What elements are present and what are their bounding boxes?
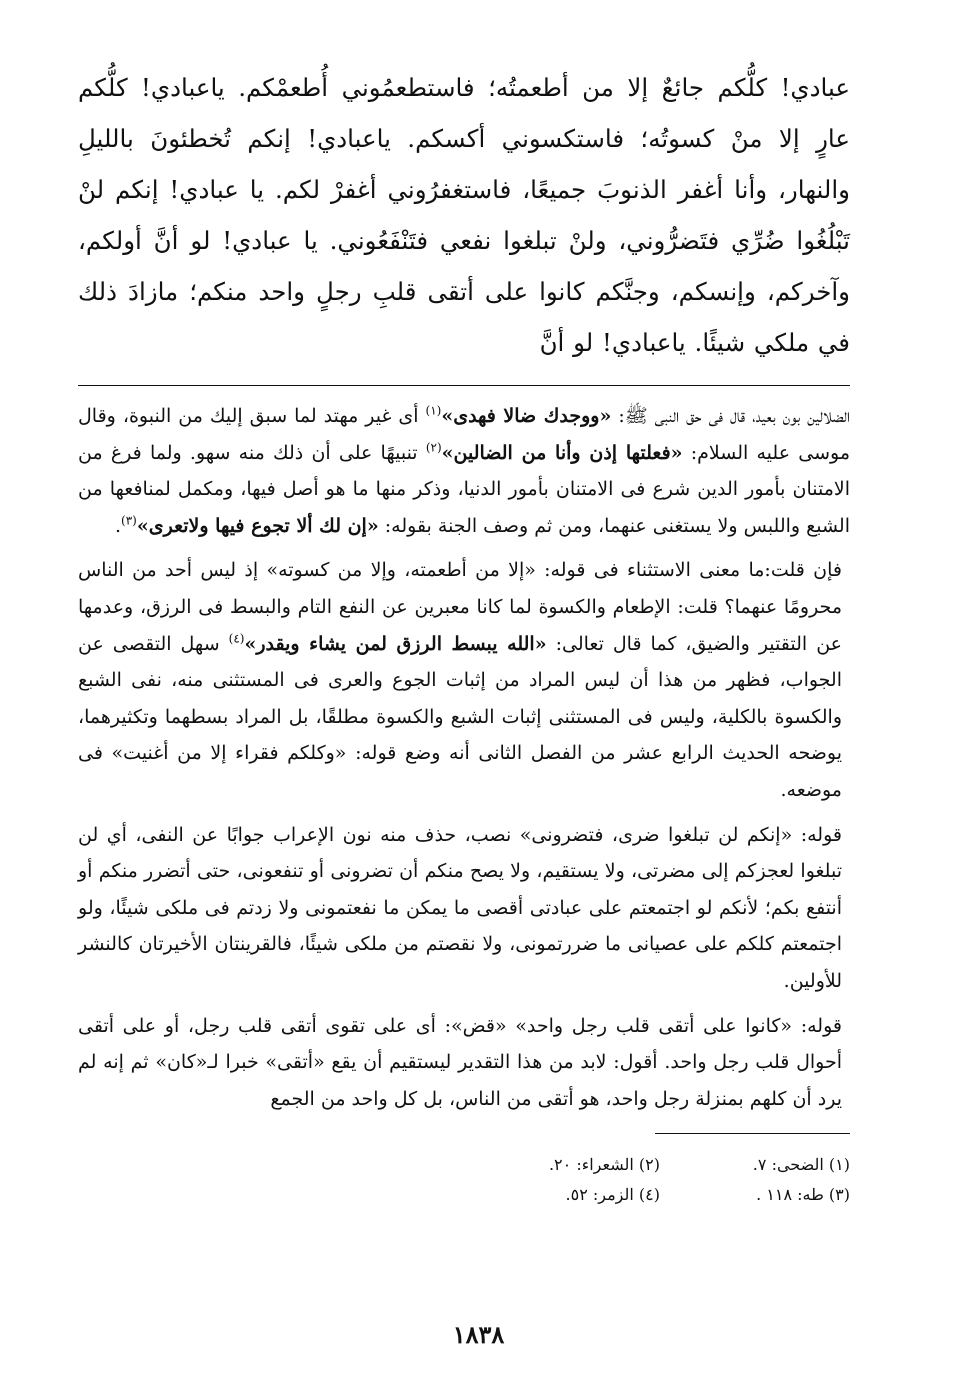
main-text-divider <box>78 385 850 386</box>
commentary-text: تنبيهًا على أن ذلك منه سهو. ولما فرغ من الامتنان بأمور الدين شرع فى الامتنان بأمور الدنيا، وذكر منها ما هو أصل فيها، ومكمل لمنافعها من الشبع واللبس ولا يستغنى عنهما، ومن ثم وصف الجنة بقوله: <box>78 441 850 537</box>
commentary-paragraph-3: قوله: «إنكم لن تبلغوا ضرى، فتضرونى» نصب، حذف منه نون الإعراب جوابًا عن النفى، أي لن تبلغوا لعجزكم إلى مضرتى، ولا يستقيم، ولا يصح منكم أن تضرونى أو تنفعونى، حتى أتضرر منكم أو أنتفع بكم؛ لأنكم لو اجتمعتم على عبادتى أقصى ما يمكن ما نفعتمونى ولا زدتم فى ملكى شيئًا، ولو اجتمعتم كلكم على عصيانى ما ضررتمونى، ولا نقصتم من ملكى شيئًا، فالقرينتان الأخيرتان كالنشر للأولين. <box>78 823 842 992</box>
footnotes <box>470 1150 850 1210</box>
commentary-text: أى غير مهتد لما سبق إليك من النبوة، وقال موسى عليه السلام: <box>78 405 850 464</box>
quran-quote: «الله يبسط الرزق لمن يشاء ويقدر» <box>244 632 547 655</box>
footnote-3: (٣) طه: ١١٨ . <box>756 1185 850 1205</box>
commentary-text: فإن قلت:ما معنى الاستثناء فى قوله: «إلا من أطعمته، وإلا من كسوته» إذ ليس أحد من الناس محرومًا عنهما؟ قلت: الإطعام والكسوة لما كانا معبرين عن النفع التام والبسط فى الرزق، وعدمها عن التقتير والضيق، كما قال تعالى: <box>78 559 842 655</box>
quran-quote: «فعلتها إذن وأنا من الضالين» <box>441 441 683 464</box>
footnote-1: (١) الضحى: ٧. <box>752 1155 850 1175</box>
footnote-ref: (٤) <box>228 631 245 646</box>
commentary-paragraph-2 <box>78 552 850 808</box>
footnote-ref: (٢) <box>425 440 442 455</box>
hadith-text: عبادي! كلُّكم جائعٌ إلا من أطعمتُه؛ فاستطعمُوني أُطعمْكم. ياعبادي! كلُّكم عارٍ إلا منْ كسوتُه؛ فاستكسوني أكسكم. ياعبادي! إنكم تُخطئونَ بالليلِ والنهار، وأنا أغفر الذنوبَ جميعًا، فاستغفرُوني أغفرْ لكم. يا عبادي! إنكم لنْ تَبْلُغُوا ضُرِّي فتَضرُّوني، ولنْ تبلغوا نفعي فتَنْفَعُوني. يا عبادي! لو أنَّ أولكم، وآخركم، وإنسكم، وجنَّكم كانوا على أتقى قلبِ رجلٍ واحد منكم؛ مازادَ ذلك في ملكي شيئًا. ياعبادي! لو أنَّ <box>78 73 850 357</box>
commentary-section <box>78 398 850 1117</box>
footnote-2: (٢) الشعراء: ٢٠. <box>548 1155 660 1175</box>
commentary-text: سهل التقصى عن الجواب، فظهر من هذا أن ليس المراد من إثبات الجوع والعرى فى المستثنى منه، نفى الشبع والكسوة بالكلية، وليس فى المستثنى إثبات الشبع والكسوة مطلقًا، بل المراد بسطهما وتكثيرهما، يوضحه الحديث الرابع عشر من الفصل الثانى أنه وضع قوله: «وكلكم فقراء إلا من أغنيت» فى موضعه. <box>78 632 843 801</box>
footnote-4: (٤) الزمر: ٥٢. <box>565 1185 660 1205</box>
page-body <box>78 62 850 1210</box>
commentary-paragraph-4: قوله: «كانوا على أتقى قلب رجل واحد» «قض»: أى على تقوى أتقى قلب رجل، أو على أتقى أحوال قلب رجل واحد. أقول: لابد من هذا التقدير ليستقيم أن يقع «أتقى» خبرا لـ«كان» ثم إنه لم يرد أن كلهم بمنزلة رجل واحد، هو أتقى من الناس، بل كل واحد من الجمع <box>78 1014 842 1110</box>
quran-quote: «إن لك ألا تجوع فيها ولاتعرى» <box>136 514 379 537</box>
footnote-ref: (١) <box>425 403 442 418</box>
footnote-row <box>470 1180 850 1210</box>
footnote-row <box>470 1150 850 1180</box>
footnote-divider <box>655 1133 850 1134</box>
commentary-paragraph-1 <box>78 398 850 544</box>
footnote-ref: (٣) <box>121 513 137 528</box>
commentary-text: . <box>114 514 122 537</box>
page-number: ١٨٣٨ <box>452 1320 505 1349</box>
commentary-text: الضلالين بون بعيد، قال فى حق النبى ﷺ: <box>611 405 850 427</box>
quran-quote: «ووجدك ضالا فهدى» <box>441 405 612 427</box>
